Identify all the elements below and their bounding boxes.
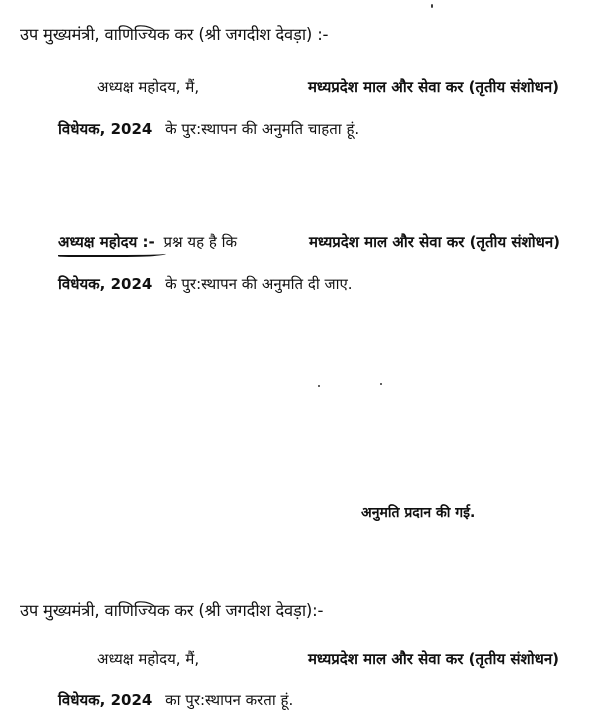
speaker-deputy-cm-1: उप मुख्यमंत्री, वाणिज्यिक कर (श्री जगदीश देवड़ा) :- xyxy=(20,25,329,44)
bill-name: मध्यप्रदेश माल और सेवा कर (तृतीय संशोधन) xyxy=(307,78,559,96)
speaker-speaker: अध्यक्ष महोदय :- xyxy=(58,233,155,251)
paragraph-1-line-2 xyxy=(58,119,359,139)
introduce-text: का पुर:स्थापन करता हूं. xyxy=(165,691,294,709)
question-text: प्रश्न यह है कि xyxy=(163,233,237,251)
bill-year: विधेयक, 2024 xyxy=(58,691,153,709)
scan-speck xyxy=(431,4,433,8)
bill-name: मध्यप्रदेश माल और सेवा कर (तृतीय संशोधन) xyxy=(308,233,560,251)
bill-name: मध्यप्रदेश माल और सेवा कर (तृतीय संशोधन) xyxy=(307,650,559,668)
speaker-underline xyxy=(58,249,166,257)
scan-speck xyxy=(380,383,382,385)
bill-year: विधेयक, 2024 xyxy=(58,275,153,293)
paragraph-2-line-2 xyxy=(58,274,353,294)
paragraph-1-line-1 xyxy=(97,77,559,97)
address-text: अध्यक्ष महोदय, मैं, xyxy=(97,650,200,668)
request-text: के पुर:स्थापन की अनुमति चाहता हूं. xyxy=(165,120,360,138)
result-text: अनुमति प्रदान की गई. xyxy=(361,505,476,521)
address-text: अध्यक्ष महोदय, मैं, xyxy=(97,78,200,96)
question-rest-text: के पुर:स्थापन की अनुमति दी जाए. xyxy=(165,275,353,293)
paragraph-4-line-2 xyxy=(58,690,293,710)
scan-speck xyxy=(318,385,320,387)
bill-year: विधेयक, 2024 xyxy=(58,120,153,138)
paragraph-4-line-1 xyxy=(97,649,559,669)
speaker-deputy-cm-2: उप मुख्यमंत्री, वाणिज्यिक कर (श्री जगदीश देवड़ा):- xyxy=(20,601,324,620)
